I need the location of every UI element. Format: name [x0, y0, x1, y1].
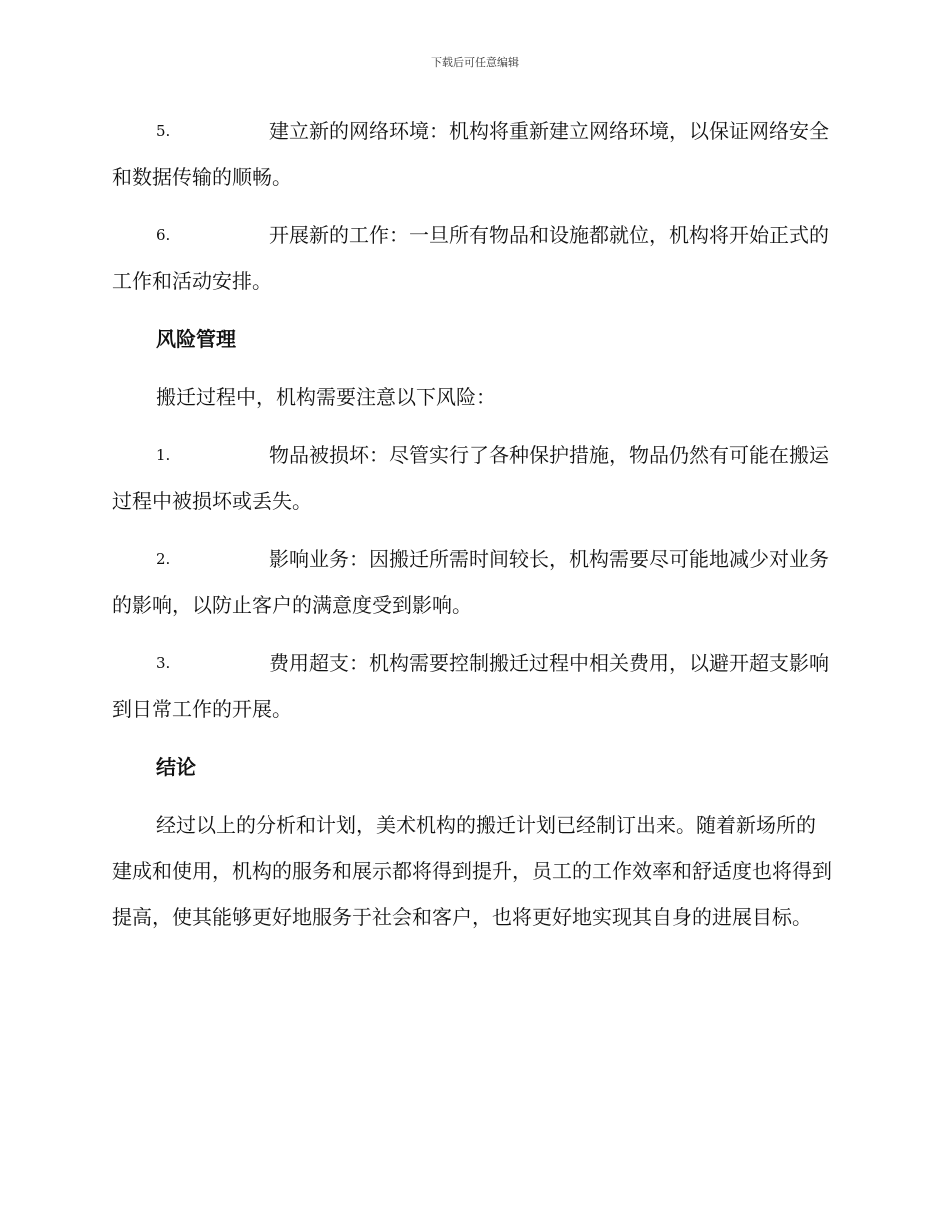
document-body [112, 108, 834, 952]
list-item-text: 影响业务：因搬迁所需时间较长，机构需要尽可能地减少对业务的影响，以防止客户的满意度受到影响。 [112, 547, 829, 617]
section-heading-conclusion: 结论 [156, 755, 196, 779]
list-item-text: 费用超支：机构需要控制搬迁过程中相关费用，以避开超支影响到日常工作的开展。 [112, 651, 829, 721]
list-item [112, 212, 834, 304]
list-item-number: 2. [156, 550, 171, 568]
conclusion-text: 经过以上的分析和计划，美术机构的搬迁计划已经制订出来。随着新场所的建成和使用，机构的服务和展示都将得到提升，员工的工作效率和舒适度也将得到提高，使其能够更好地服务于社会和客户，也将更好地实现其自身的进展目标。 [112, 813, 832, 929]
list-item-text: 建立新的网络环境：机构将重新建立网络环境，以保证网络安全和数据传输的顺畅。 [112, 119, 829, 189]
list-item [112, 108, 834, 200]
list-item-number: 6. [156, 226, 171, 244]
list-item-text: 物品被损坏：尽管实行了各种保护措施，物品仍然有可能在搬运过程中被损坏或丢失。 [112, 443, 829, 513]
list-item [112, 640, 834, 732]
list-item [112, 432, 834, 524]
page-header: 下载后可任意编辑 [431, 56, 519, 69]
list-item-number: 5. [156, 122, 171, 140]
section-heading-risk: 风险管理 [156, 327, 236, 351]
list-item-text: 开展新的工作：一旦所有物品和设施都就位，机构将开始正式的工作和活动安排。 [112, 223, 829, 293]
list-item [112, 536, 834, 628]
list-item-number: 3. [156, 654, 171, 672]
list-item-number: 1. [156, 446, 171, 464]
risk-intro: 搬迁过程中，机构需要注意以下风险： [156, 385, 496, 409]
